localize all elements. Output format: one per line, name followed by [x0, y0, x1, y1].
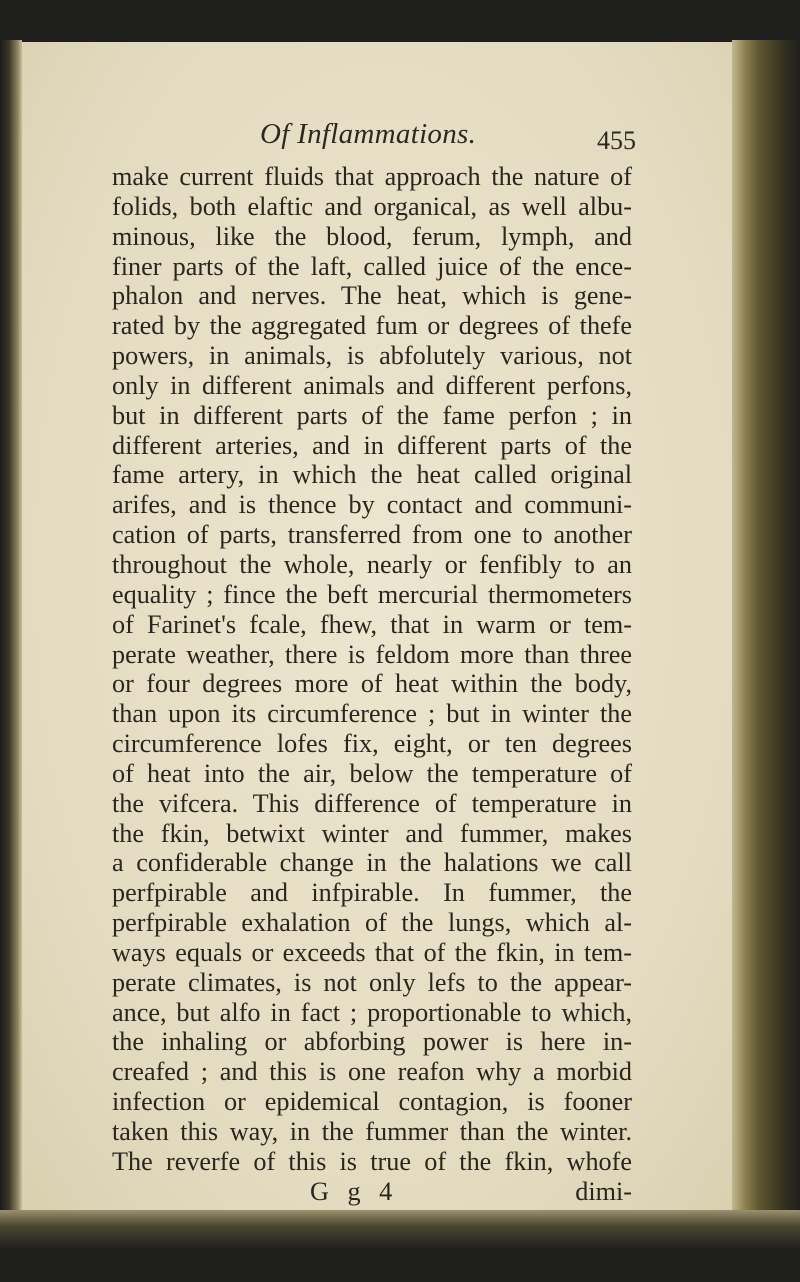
text-line: taken this way, in the fummer than the winter.	[112, 1117, 632, 1146]
text-line: circumference lofes fix, eight, or ten degrees	[112, 729, 632, 759]
text-line: creafed ; and this is one reafon why a morbid	[112, 1057, 632, 1087]
text-line: but in different parts of the fame perfon ; in	[112, 400, 632, 430]
text-line: only in different animals and different perfons,	[112, 370, 632, 400]
text-line: throughout the whole, nearly or fenfibly to an	[112, 549, 632, 579]
footer-line	[112, 1177, 632, 1207]
text-line: ance, but alfo in fact ; proportionable to which,	[112, 997, 632, 1027]
page-number: 455	[597, 126, 636, 155]
text-line: finer parts of the laft, called juice of the ence-	[112, 251, 632, 281]
text-line: fame artery, in which the heat called original	[112, 460, 632, 490]
catchword: dimi-	[575, 1176, 632, 1206]
text-line: cation of parts, transferred from one to another	[112, 520, 632, 550]
page-gutter	[0, 40, 22, 1210]
signature-mark: G g 4	[310, 1176, 399, 1206]
text-line: perfpirable and infpirable. In fummer, the	[112, 878, 632, 908]
body-text	[112, 162, 632, 1177]
text-line: the inhaling or abforbing power is here in-	[112, 1027, 632, 1057]
text-line: than upon its circumference ; but in winter the	[112, 699, 632, 729]
text-line: of Farinet's fcale, fhew, that in warm or tem-	[112, 609, 632, 639]
book-edge-bottom	[0, 1210, 800, 1250]
text-line: a confiderable change in the halations we call	[112, 848, 632, 878]
text-line: equality ; fince the beft mercurial thermometers	[112, 579, 632, 609]
text-line: different arteries, and in different parts of the	[112, 430, 632, 460]
text-line: arifes, and is thence by contact and communi-	[112, 490, 632, 520]
text-line: minous, like the blood, ferum, lymph, and	[112, 221, 632, 251]
text-line: phalon and nerves. The heat, which is gene-	[112, 281, 632, 311]
text-line: perate weather, there is feldom more than three	[112, 639, 632, 669]
text-line: perate climates, is not only lefs to the appear-	[112, 967, 632, 997]
text-line: or four degrees more of heat within the body,	[112, 669, 632, 699]
page-header	[112, 118, 636, 162]
text-line: rated by the aggregated fum or degrees of thefe	[112, 311, 632, 341]
text-line: make current fluids that approach the nature of	[112, 162, 632, 191]
page-text	[112, 118, 636, 1207]
text-line: folids, both elaftic and organical, as well albu-	[112, 191, 632, 221]
text-line: The reverfe of this is true of the fkin, whofe	[112, 1146, 632, 1176]
text-line: the vifcera. This difference of temperature in	[112, 788, 632, 818]
text-line: the fkin, betwixt winter and fummer, makes	[112, 818, 632, 848]
running-title: Of Inflammations.	[260, 118, 477, 150]
text-line: infection or epidemical contagion, is fooner	[112, 1087, 632, 1117]
book-edge-right	[732, 40, 800, 1235]
text-line: ways equals or exceeds that of the fkin, in tem-	[112, 937, 632, 967]
text-line: powers, in animals, is abfolutely various, not	[112, 341, 632, 371]
text-line: perfpirable exhalation of the lungs, which al-	[112, 908, 632, 938]
text-line: of heat into the air, below the temperature of	[112, 758, 632, 788]
